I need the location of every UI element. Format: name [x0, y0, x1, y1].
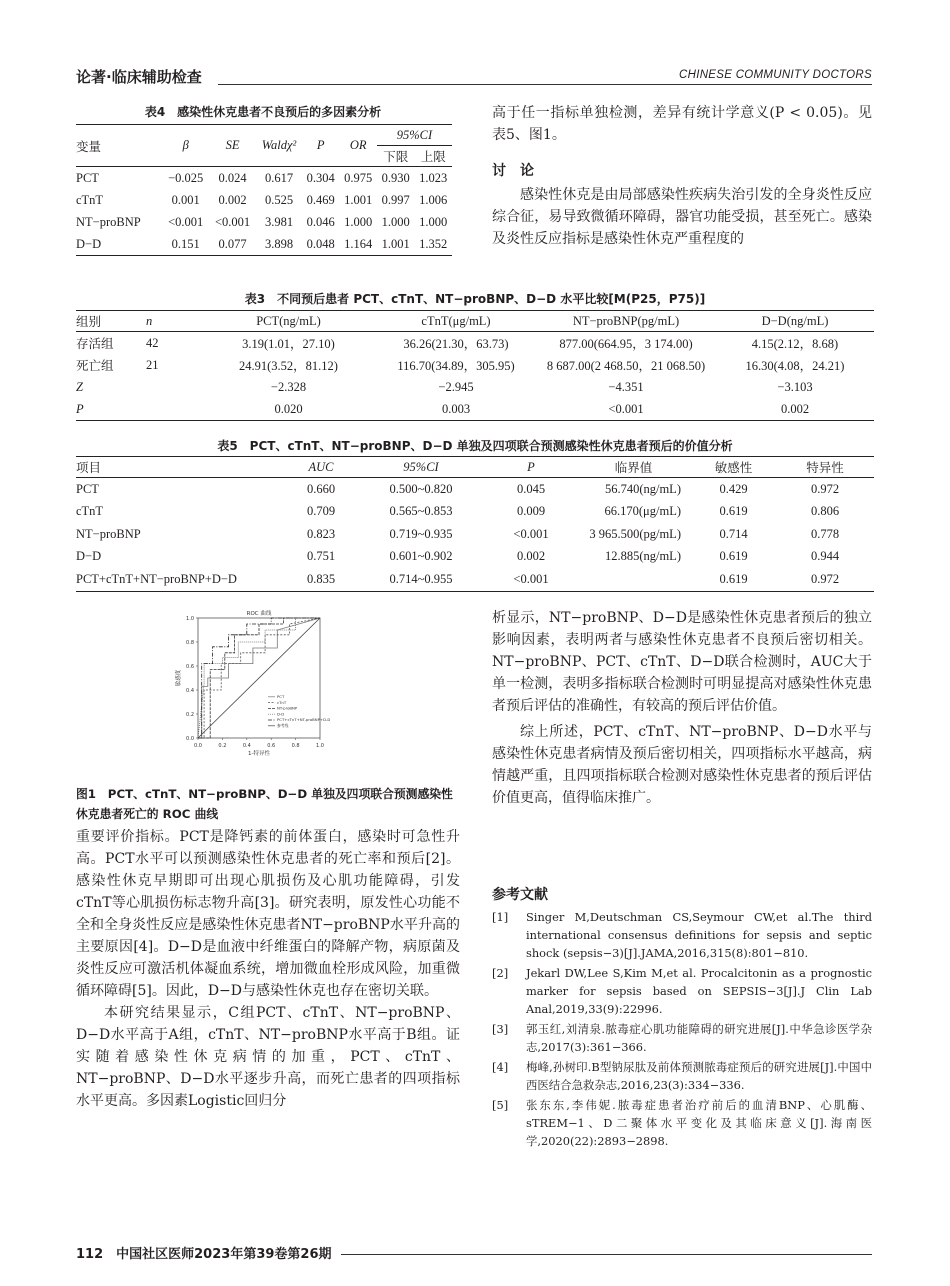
reference-text: 张东东,李伟妮.脓毒症患者治疗前后的血清BNP、心肌酶、sTREM−1、D二聚体水平变化及其临床意义[J].海南医学,2020(22):2893−2898. [526, 1098, 872, 1148]
t5-cell: <0.001 [513, 526, 549, 541]
t5-cell: 0.619 [719, 549, 748, 564]
legend-label: PCT+cTnT+NT-proBNP+D-D [277, 717, 331, 723]
t5-cell: 0.660 [306, 481, 336, 496]
t3-cell [146, 398, 201, 421]
table4 [76, 124, 452, 256]
t5-cell: 0.601~0.902 [389, 549, 453, 564]
t4-h-beta: β [182, 138, 189, 152]
t3-header-cell: cTnT(μg/mL) [421, 313, 491, 328]
reference-number: [3] [492, 1022, 509, 1036]
t5-cell: 0.619 [719, 571, 748, 586]
y-tick-label: 0.0 [186, 735, 194, 742]
x-axis-label: 1-特异性 [248, 751, 270, 757]
reference-text: Singer M,Deutschman CS,Seymour CW,et al.The third international consensus definitions for sepsis and septic shock (sepsis−3)[J].JAMA,2016,315(8):801−810. [526, 910, 872, 960]
legend-label: D-D [277, 711, 285, 717]
t5-header-cell: 95%CI [403, 459, 439, 474]
t5-header-cell: 特异性 [806, 461, 844, 475]
chart-title: ROC 曲线 [246, 611, 272, 617]
t3-header-cell: NT−proBNP(pg/mL) [572, 313, 680, 328]
t5-cell: PCT [76, 481, 99, 496]
t3-body [76, 332, 874, 421]
t3-cell: 21 [146, 357, 159, 372]
t5-cell: D−D [76, 549, 102, 564]
t4-cell: cTnT [76, 192, 104, 207]
legend-label: cTnT [277, 699, 287, 705]
t5-cell: PCT+cTnT+NT−proBNP+D−D [76, 571, 237, 586]
rb-para2: 综上所述，PCT、cTnT、NT−proBNP、D−D水平与感染性休克患者病情及预后密切相关，四项指标水平越高，病情越严重，且四项指标联合检测对感染性休克患者的预后评估价值更高，值得临床推广。 [492, 724, 872, 806]
t5-cell [576, 568, 691, 591]
t4-cell: 0.024 [218, 170, 247, 185]
t3-cell: −2.945 [438, 379, 474, 394]
t4-cell: −0.025 [168, 170, 204, 185]
t4-h-p: P [316, 138, 325, 152]
t3-cell: 死亡组 [76, 359, 114, 373]
figure1-caption: 图1 PCT、cTnT、NT−proBNP、D−D 单独及四项联合预测感染性休克患者死亡的 ROC 曲线 [76, 787, 453, 821]
t5-cell: 0.972 [810, 571, 840, 586]
table-row [76, 189, 452, 211]
t3-cell: 0.002 [780, 401, 810, 416]
t5-cell: 66.170(μg/mL) [604, 504, 681, 519]
t4-cell: 1.000 [381, 214, 410, 229]
x-tick-label: 0.6 [267, 743, 276, 749]
right-top-text [492, 102, 872, 250]
t4-cell: 1.006 [419, 192, 448, 207]
t5-cell: 0.002 [516, 549, 546, 564]
table5 [76, 456, 874, 592]
t3-header-row [76, 311, 874, 332]
x-tick-label: 0.0 [194, 743, 202, 749]
x-tick-label: 0.2 [218, 743, 227, 749]
t4-h-upper: 上限 [420, 150, 446, 164]
table5-caption: 表5 PCT、cTnT、NT−proBNP、D−D 单独及四项联合预测感染性休克患者预后的价值分析 [217, 439, 733, 453]
t5-cell: NT−proBNP [76, 526, 141, 541]
t4-cell: 0.975 [344, 170, 373, 185]
t5-header-cell: 临界值 [614, 461, 653, 475]
header-rule [218, 84, 872, 85]
table-row [76, 546, 874, 569]
t5-cell: 0.429 [719, 481, 748, 496]
reference-item [492, 1020, 872, 1056]
table-row [76, 501, 874, 524]
t4-h-lower: 下限 [383, 150, 409, 164]
t3-cell: 0.003 [441, 401, 471, 416]
t5-header-cell: 项目 [76, 461, 102, 475]
t4-cell: 0.617 [264, 170, 294, 185]
t4-cell: 1.001 [381, 236, 410, 251]
t3-cell: 877.00(664.95，3 174.00) [559, 337, 693, 351]
t4-cell: 3.981 [264, 214, 294, 229]
y-tick-label: 0.6 [186, 663, 194, 670]
table3-caption: 表3 不同预后患者 PCT、cTnT、NT−proBNP、D−D 水平比较[M(P25，P75)] [244, 292, 706, 306]
reference-number: [4] [492, 1060, 509, 1074]
t4-cell: 3.898 [264, 236, 294, 251]
t5-header-row [76, 457, 874, 478]
t5-body [76, 478, 874, 592]
x-tick-label: 1.0 [316, 743, 324, 749]
t5-cell: 0.714~0.955 [389, 571, 453, 586]
t3-cell: 3.19(1.01，27.10) [242, 337, 335, 351]
t4-cell: 1.001 [344, 192, 373, 207]
table4-caption: 表4 感染性休克患者不良预后的多因素分析 [144, 105, 382, 119]
t5-cell: 3 965.500(pg/mL) [589, 526, 681, 541]
t4-cell: 0.469 [306, 192, 335, 207]
reference-text: Jekarl DW,Lee S,Kim M,et al. Procalcitonin as a prognostic marker for sepsis based on SEPSIS−3[J].J Clin Lab Anal,2019,33(9):22996. [526, 966, 872, 1016]
footer: 112 中国社区医师2023年第39卷第26期 [76, 1247, 332, 1262]
t5-cell: <0.001 [513, 571, 549, 586]
t3-cell: 8 687.00(2 468.50，21 068.50) [546, 359, 706, 373]
t4-cell: 0.997 [381, 192, 410, 207]
rb-para1: 析显示，NT−proBNP、D−D是感染性休克患者预后的独立影响因素，表明两者与感染性休克患者不良预后密切相关。NT−proBNP、PCT、cTnT、D−D联合检测时，AUC大于单一检测，表明多指标联合检测时可明显提高对感染性休克患者预后评估的准确性，有较高的预后评估价值。 [492, 610, 872, 714]
running-header-left: 论著·临床辅助检查 [76, 68, 202, 86]
table3 [76, 310, 874, 421]
t4-h-var: 变量 [76, 139, 102, 154]
t5-cell: 0.045 [516, 481, 546, 496]
t4-cell: 1.000 [344, 214, 373, 229]
t5-cell: 0.806 [810, 504, 840, 519]
table-row [76, 167, 452, 190]
reference-item [492, 908, 872, 962]
lb-para1: 重要评价指标。PCT是降钙素的前体蛋白，感染时可急性升高。PCT水平可以预测感染性休克患者的死亡率和预后[2]。感染性休克早期即可出现心肌损伤及心肌功能障碍，引发cTnT等心肌损伤标志物升高[3]。研究表明，原发性心功能不全和全身炎性反应是感染性休克患者NT−proBNP水平升高的主要原因[4]。D−D是血液中纤维蛋白的降解产物，病原菌及炎性反应可激活机体凝血系统，增加微血栓形成风险，加重微循环障碍[5]。因此，D−D与感染性休克也存在密切关联。 [76, 829, 460, 999]
t4-cell: 0.151 [171, 236, 200, 251]
table-row [76, 332, 874, 355]
t3-cell: −4.351 [608, 379, 644, 394]
t4-cell: 0.001 [171, 192, 200, 207]
t5-cell: 0.778 [810, 526, 840, 541]
references-list [492, 908, 872, 1152]
t3-cell: Z [76, 379, 83, 394]
t5-header-cell: P [527, 459, 535, 474]
t4-cell: 0.002 [218, 192, 247, 207]
t5-cell: 0.944 [810, 549, 840, 564]
reference-number: [2] [492, 966, 509, 980]
discussion-heading: 讨 论 [492, 163, 534, 179]
t3-cell: 16.30(4.08，24.21) [745, 359, 845, 373]
rt-para2: 感染性休克是由局部感染性疾病失治引发的全身炎性反应综合征，易导致微循环障碍，器官功能受损，甚至死亡。感染及炎性反应指标是感染性休克严重程度的 [492, 187, 872, 247]
t4-cell: D−D [76, 236, 102, 251]
t5-cell: 0.823 [306, 526, 336, 541]
left-bottom-text [76, 826, 460, 1112]
t4-cell: <0.001 [168, 214, 204, 229]
t4-body [76, 167, 452, 256]
t5-cell: 0.714 [719, 526, 748, 541]
t3-cell [146, 376, 201, 398]
t5-cell: 56.740(ng/mL) [604, 481, 681, 496]
t3-cell: −3.103 [777, 379, 813, 394]
t3-cell: −2.328 [270, 379, 307, 394]
t5-cell: cTnT [76, 504, 104, 519]
references-heading: 参考文献 [492, 887, 548, 903]
y-tick-label: 0.8 [186, 639, 194, 646]
t5-cell: 0.500~0.820 [389, 481, 453, 496]
t3-cell: <0.001 [608, 401, 644, 416]
t3-cell: 存活组 [76, 337, 114, 351]
table-row [76, 233, 452, 256]
t5-cell: 0.835 [306, 571, 336, 586]
reference-number: [1] [492, 910, 509, 924]
t3-header-cell: 组别 [76, 315, 102, 329]
reference-number: [5] [492, 1098, 509, 1112]
table-row [76, 568, 874, 591]
t4-h-se: SE [225, 138, 240, 152]
running-header-right: CHINESE COMMUNITY DOCTORS [678, 69, 872, 81]
t3-cell: 42 [146, 335, 159, 350]
t4-cell: <0.001 [214, 214, 251, 229]
table-row [76, 523, 874, 546]
t4-cell: 1.164 [344, 236, 373, 251]
t3-header-cell: D−D(ng/mL) [761, 313, 829, 328]
t5-header-cell: AUC [308, 459, 334, 474]
t5-cell: 0.719~0.935 [389, 526, 453, 541]
reference-item [492, 1058, 872, 1094]
roc-chart [160, 606, 360, 776]
t4-h-wald: Waldχ² [261, 138, 297, 152]
y-tick-label: 0.4 [186, 687, 194, 694]
t3-cell: 36.26(21.30，63.73) [403, 337, 509, 351]
t4-h-ci: 95%CI [377, 125, 452, 146]
reference-text: 梅峰,孙树印.B型钠尿肽及前体预测脓毒症预后的研究进展[J].中国中西医结合急救杂志,2016,23(3):334−336. [526, 1060, 872, 1092]
legend-label: PCT [277, 694, 285, 699]
t4-cell: 0.304 [306, 170, 335, 185]
t5-cell: 0.709 [306, 504, 336, 519]
lb-para2: 本研究结果显示，C组PCT、cTnT、NT−proBNP、D−D水平高于A组，cTnT、NT−proBNP水平高于B组。证实随着感染性休克病情的加重，PCT、cTnT、NT−proBNP、D−D水平逐步升高，而死亡患者的四项指标水平更高。多因素Logistic回归分 [76, 1005, 460, 1109]
t5-cell: 12.885(ng/mL) [604, 549, 681, 564]
table-row [76, 376, 874, 398]
t3-cell: 4.15(2.12，8.68) [751, 337, 839, 351]
reference-item [492, 964, 872, 1018]
y-tick-label: 1.0 [186, 615, 194, 622]
x-tick-label: 0.8 [291, 743, 300, 749]
t4-cell: 0.525 [264, 192, 294, 207]
t3-header-cell: n [146, 313, 153, 328]
t4-cell: 1.352 [419, 236, 448, 251]
t4-cell: NT−proBNP [76, 214, 141, 229]
t4-cell: 1.000 [419, 214, 448, 229]
footer-rule [341, 1254, 872, 1255]
t4-cell: 1.023 [419, 170, 448, 185]
t5-cell: 0.619 [719, 504, 748, 519]
y-axis-label: 敏感度 [176, 669, 182, 687]
t4-cell: 0.077 [218, 236, 247, 251]
t3-cell: 24.91(3.52，81.12) [239, 359, 338, 373]
t3-cell: P [76, 401, 84, 416]
t4-cell: 0.930 [381, 170, 410, 185]
t5-cell: 0.009 [516, 504, 546, 519]
t3-cell: 0.020 [274, 401, 303, 416]
right-bottom-text [492, 607, 872, 809]
legend-label: NT-proBNP [277, 705, 298, 711]
t5-header-cell: 敏感性 [714, 461, 753, 475]
t4-h-or: OR [349, 138, 367, 152]
t3-header-cell: PCT(ng/mL) [256, 313, 321, 328]
table-row [76, 211, 452, 233]
t4-cell: 0.048 [306, 236, 335, 251]
table-row [76, 478, 874, 501]
legend-label: 参考线 [277, 723, 289, 728]
table-row [76, 354, 874, 376]
t5-cell: 0.751 [306, 549, 336, 564]
t3-cell: 116.70(34.89，305.95) [397, 359, 515, 373]
t4-cell: 0.046 [306, 214, 335, 229]
reference-text: 郭玉红,刘清泉.脓毒症心肌功能障碍的研究进展[J].中华急诊医学杂志,2017(3):361−366. [526, 1022, 872, 1054]
reference-item [492, 1096, 872, 1150]
y-tick-label: 0.2 [186, 711, 194, 718]
x-tick-label: 0.4 [242, 743, 251, 749]
t5-cell: 0.565~0.853 [389, 504, 453, 519]
rt-para: 高于任一指标单独检测，差异有统计学意义(P < 0.05)。见表5、图1。 [492, 105, 872, 143]
t4-cell: PCT [76, 170, 99, 185]
t5-cell: 0.972 [810, 481, 840, 496]
table-row [76, 398, 874, 421]
